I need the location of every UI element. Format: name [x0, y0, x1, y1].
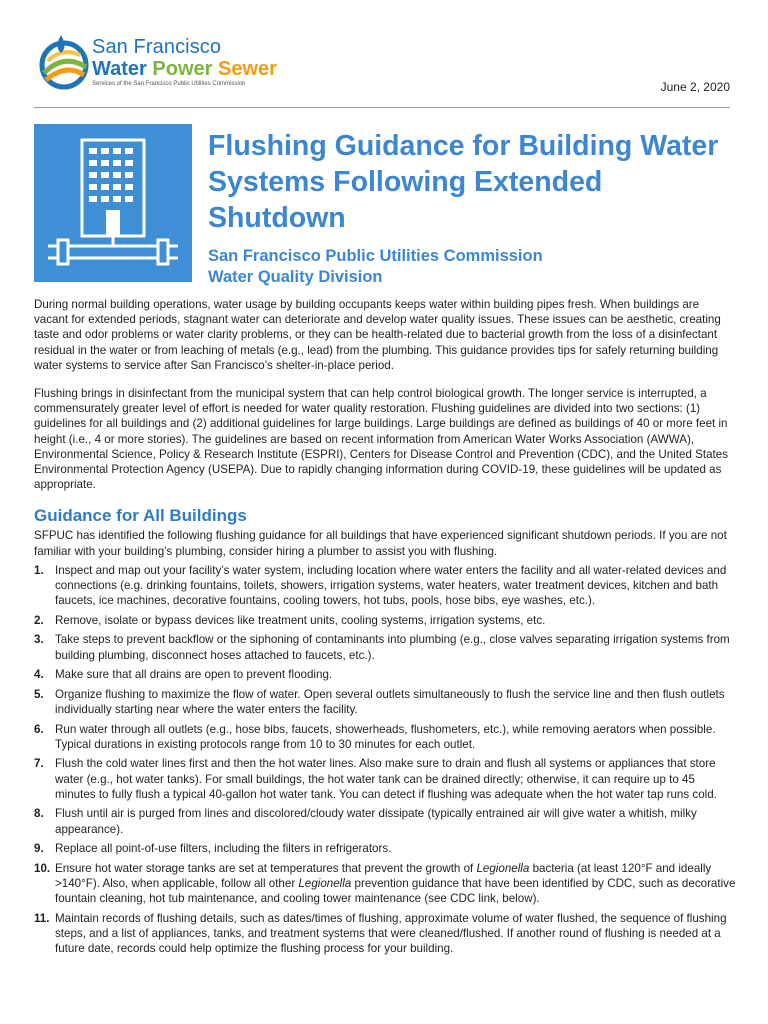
- building-water-pipe-icon: [34, 124, 192, 282]
- step-number: 6.: [34, 722, 44, 736]
- document-date: June 2, 2020: [660, 80, 730, 94]
- guidance-steps-list: [34, 563, 736, 957]
- step-text: Remove, isolate or bypass devices like treatment units, cooling systems, irrigation systems, etc.: [55, 613, 546, 627]
- step-text: Run water through all outlets (e.g., hose bibs, faucets, showerheads, flushometers, etc.), while removing aerators when possible. Typical durations in existing protocols range from 10 to 30 minutes for each outlet.: [55, 722, 716, 751]
- list-item: [34, 756, 736, 802]
- brand-sewer: Sewer: [217, 58, 277, 80]
- step-text: Flush until air is purged from lines and discolored/cloudy water dissipate (typically entrained air will give water a whitish, milky appearance).: [55, 807, 697, 836]
- document-body: [34, 297, 736, 961]
- step-text: Organize flushing to maximize the flow of water. Open several outlets simultaneously to flush the service line and then flush outlets individually starting near where the water enters the facility.: [55, 687, 725, 717]
- page-subtitle: [208, 246, 728, 288]
- step-text: Make sure that all drains are open to prevent flooding.: [55, 668, 333, 682]
- subtitle-org: San Francisco Public Utilities Commission: [208, 247, 543, 265]
- page-title: Flushing Guidance for Building Water Systems Following Extended Shutdown: [208, 130, 719, 234]
- step-text: Flush the cold water lines first and then the hot water lines. Also make sure to drain and flush all systems or appliances that store water (e.g., hot water tanks). For small buildings, the hot water tank can be drained directly; otherwise, it can require up to 45 minutes to fully flush a typical 40-gallon hot water tank. You can detect if flushing was adequate when the hot water tap runs cold.: [55, 757, 717, 801]
- list-item: [34, 911, 736, 957]
- brand-tagline: Services of the San Francisco Public Utilities Commission: [92, 81, 246, 87]
- step-text: Maintain records of flushing details, such as dates/times of flushing, approximate volume of water flushed, the sequence of flushing steps, and a list of appliances, tanks, and treatment systems that were cleaned/flushed. If another round of flushing is needed at a future date, records could help optimize the flushing process for your building.: [55, 911, 727, 956]
- list-item: [34, 563, 736, 609]
- step-text: Take steps to prevent backflow or the siphoning of contaminants into plumbing (e.g., close valves separating irrigation systems from building plumbing, disconnect hoses attached to faucets, etc.).: [55, 633, 730, 662]
- legionella-term: Legionella: [476, 861, 530, 875]
- section-heading: Guidance for All Buildings: [34, 506, 247, 526]
- subtitle-division: Water Quality Division: [208, 268, 383, 286]
- step-number: 4.: [34, 668, 44, 682]
- section-intro: SFPUC has identified the following flushing guidance for all buildings that have experienced significant shutdown periods. If you are not familiar with your building’s plumbing, consider hiring a plumber to assist you with flushing.: [34, 529, 727, 558]
- sfpuc-logo-icon: [34, 33, 94, 93]
- step-number: 8.: [34, 807, 44, 821]
- step-number: 1.: [34, 563, 44, 577]
- step-number: 2.: [34, 613, 44, 627]
- step-text: Replace all point-of-use filters, including the filters in refrigerators.: [55, 842, 392, 856]
- list-item: [34, 806, 736, 836]
- list-item: [34, 613, 736, 628]
- legionella-term: Legionella: [298, 877, 352, 891]
- step-number: 7.: [34, 757, 44, 771]
- list-item: [34, 632, 736, 662]
- list-item: [34, 722, 736, 752]
- step-number: 11.: [34, 911, 50, 925]
- list-item: [34, 667, 736, 682]
- step-text: Inspect and map out your facility’s water system, including location where water enters the facility and all water-related devices and connections (e.g. drinking fountains, toilets, showers, irrigation systems, water heaters, water treatment devices, kitchen and bath faucets, ice machines, decorative fountains, cooling towers, hot tubs, pools, hose bibs, eye washes, etc.).: [55, 563, 727, 608]
- brand-water: Water: [92, 58, 147, 80]
- brand-city: San Francisco: [92, 36, 222, 58]
- step-text-part: prevention guidance that have been identified by CDC, such as decorative fountain cleaning, hot tub maintenance, and cooling tower maintenance (see CDC link, below).: [55, 877, 736, 906]
- step-number: 5.: [34, 687, 44, 701]
- brand-power: Power: [152, 58, 213, 80]
- header-divider: [34, 107, 730, 108]
- list-item: [34, 841, 736, 856]
- step-text-part: Ensure hot water storage tanks are set at temperatures that prevent the growth of: [55, 861, 477, 875]
- step-number: 10.: [34, 861, 51, 875]
- list-item: [34, 861, 736, 907]
- step-number: 9.: [34, 842, 44, 856]
- step-number: 3.: [34, 633, 44, 647]
- step-text: [55, 861, 736, 907]
- step-text-part: bacteria (at least 120°F and ideally >140°F). Also, when applicable, follow all other: [55, 861, 712, 891]
- list-item: [34, 687, 736, 717]
- intro-paragraph-2: Flushing brings in disinfectant from the municipal system that can help control biological growth. The longer service is interrupted, a commensurately greater level of effort is needed for water quality restoration. Flushing guidelines are divided into two sections: (1) guidelines for all buildings and (2) additional guidelines for large buildings. Large buildings are defined as buildings of 40 or more feet in height (i.e., 4 or more stories). The guidelines are based on recent information from American Water Works Association (AWWA), Environmental Science, Policy & Research Institute (ESPRI), Centers for Disease Control and Prevention (CDC), and the United States Environmental Protection Agency (USEPA). Due to rapidly changing information during COVID-19, these guidelines will be updated as appropriate.: [34, 387, 729, 492]
- brand-services: [92, 58, 277, 80]
- brand-wordmark: [92, 36, 277, 87]
- intro-paragraph-1: During normal building operations, water usage by building occupants keeps water within building pipes fresh. When buildings are vacant for extended periods, stagnant water can deteriorate and develop water quality issues. These issues can be aesthetic, creating taste and odor problems or water clarity problems, or they can be health-related due to bacterial growth from the loss of a disinfectant residual in the water or from leaching of metals (e.g., lead) from the plumbing. This guidance provides tips for safely returning building water systems to service after San Francisco’s shelter-in-place period.: [34, 298, 721, 372]
